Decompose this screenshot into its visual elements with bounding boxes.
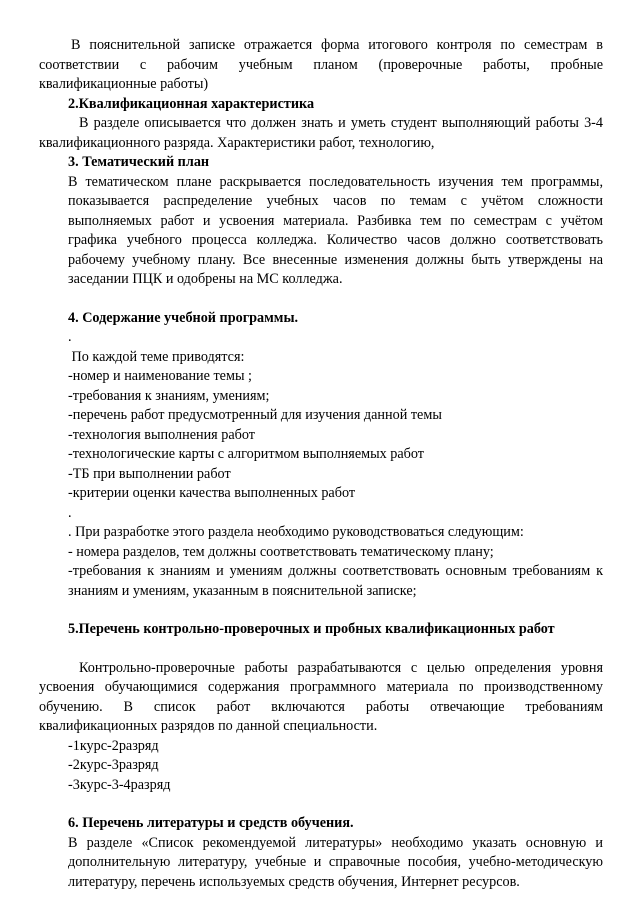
list-item: -перечень работ предусмотренный для изучения данной темы [68,407,442,423]
list-item: -технологические карты с алгоритмом выполняемых работ [68,446,424,462]
section-5-text: Контрольно-проверочные работы разрабатываются с целью определения уровня усвоения обучающимися содержания программного материала по производственному обучению. В список работ включаются работы отвечающие требованиям квалификационных разрядов по данной специальности. [39,659,603,734]
list-item: -3курс-3-4разряд [68,776,171,793]
section-4-lead: По каждой теме приводятся: [68,348,245,365]
section-4-guide: . При разработке этого раздела необходимо руководствоваться следующим: [68,524,524,540]
section-5-heading: 5.Перечень контрольно-проверочных и пробных квалификационных работ [68,621,555,637]
section-3-heading: 3. Тематический план [68,154,210,170]
section-6-text: В разделе «Список рекомендуемой литературы» необходимо указать основную и дополнительную литературу, учебные и справочные пособия, учебно-методическую литературу, перечень используемых средств обучения, Интернет ресурсов. [68,834,603,890]
list-item: -критерии оценки качества выполненных работ [68,485,356,501]
spacer [39,290,603,309]
list-item: -требования к знаниям и умениям должны соответствовать основным требованиям к знаниям и умениям, указанным в пояснительной записке; [68,563,603,599]
list-item: - номера разделов, тем должны соответствовать тематическому плану; [68,543,494,560]
list-item: -номер и наименование темы ; [68,368,252,384]
section-2-heading: 2.Квалификационная характеристика [68,95,315,112]
section-6-heading: 6. Перечень литературы и средств обучения. [68,815,354,831]
list-item: -ТБ при выполнении работ [68,465,231,482]
spacer [39,640,603,659]
list-item: -1курс-2разряд [68,737,159,754]
list-item: -2курс-3разряд [68,757,159,773]
spacer [39,795,603,814]
section-4-heading: 4. Содержание учебной программы. [68,309,299,326]
section-2-text: В разделе описывается что должен знать и уметь студент выполняющий работы 3-4 квалификационного разряда. Характеристики работ, технологию, [39,115,603,151]
intro-paragraph: В пояснительной записке отражается форма итогового контроля по семестрам в соответствии с рабочим учебным планом (проверочные работы, пробные квалификационные работы) [39,37,603,92]
list-item: -требования к знаниям, умениям; [68,387,270,404]
spacer [39,601,603,620]
document-page [39,36,603,892]
section-4-dot: . [68,504,72,521]
list-item: -технология выполнения работ [68,426,255,443]
section-4-dot: . [68,329,72,345]
section-3-text: В тематическом плане раскрывается последовательность изучения тем программы, показывается распределение учебных часов по темам с учётом сложности выполняемых работ и усвоения материала. Разбивка тем по семестрам с учётом графика учебного процесса колледжа. Количество часов должно соответствовать рабочему учебному плану. Все внесенные изменения должны быть утверждены на заседании ПЦК и одобрены на МС колледжа. [68,173,603,287]
